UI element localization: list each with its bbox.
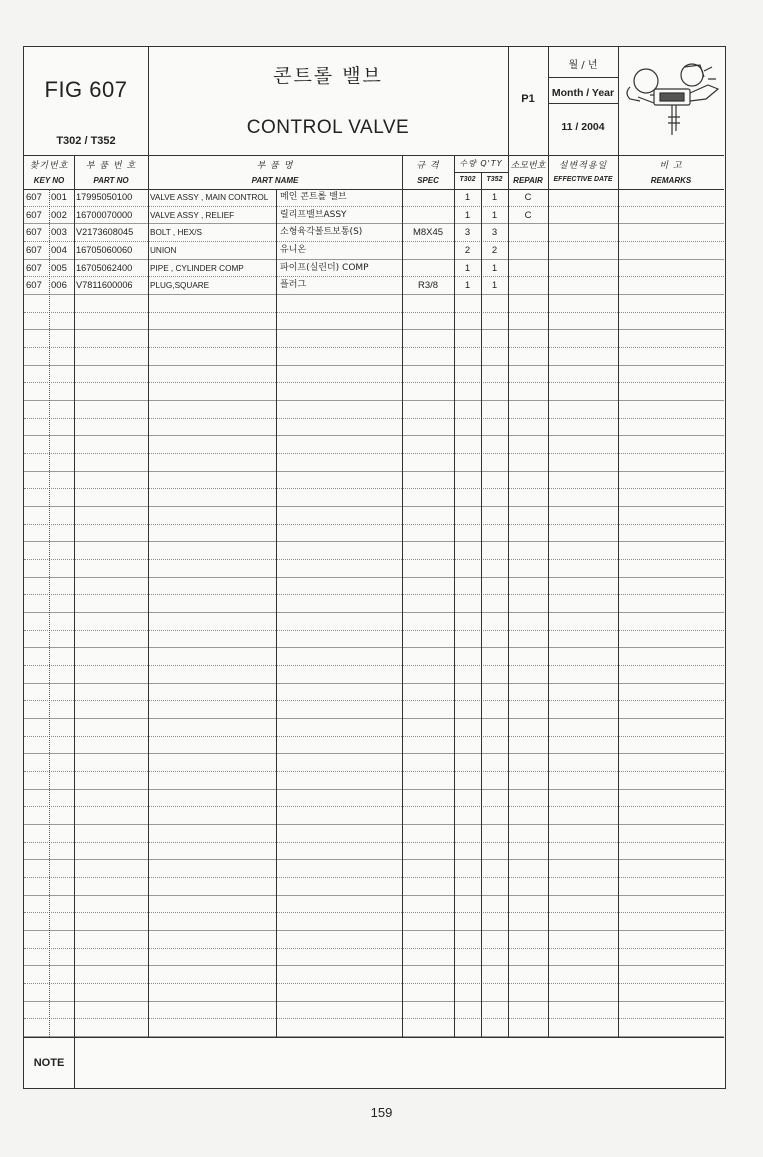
empty-row — [24, 843, 724, 861]
empty-row — [24, 419, 724, 437]
part-name-en: BOLT , HEX/S — [150, 228, 203, 238]
month-year-label-en: Month / Year — [551, 87, 615, 99]
empty-row — [24, 931, 724, 949]
empty-row — [24, 666, 724, 684]
empty-row — [24, 684, 724, 702]
empty-row — [24, 825, 724, 843]
qty-t302: 1 — [464, 192, 471, 203]
col-effective-date — [548, 155, 618, 189]
key-no: 607 — [26, 262, 42, 274]
part-name-ko: 메인 콘트롤 밸브 — [280, 192, 347, 202]
empty-row — [24, 913, 724, 931]
col-part-ko: 부 품 번 호 — [85, 161, 137, 171]
empty-row — [24, 525, 724, 543]
col-repair — [508, 155, 548, 189]
part-name-ko: 유니온 — [280, 245, 307, 255]
key-sub: 001 — [51, 192, 67, 203]
empty-row — [24, 719, 724, 737]
spec — [402, 207, 454, 224]
col-qty-label — [454, 155, 508, 169]
note-section — [24, 1037, 724, 1088]
spec — [402, 260, 454, 277]
part-name-en: VALVE ASSY , RELIEF — [150, 210, 235, 220]
column-rule — [481, 172, 482, 1037]
column-rule — [508, 155, 509, 1037]
header-divider — [548, 103, 618, 104]
empty-row — [24, 472, 724, 490]
empty-row — [24, 1019, 724, 1037]
col-key-en: KEY NO — [33, 176, 65, 185]
part-no: 16705062400 — [76, 262, 133, 273]
col-key-ko: 찾기번호 — [29, 161, 69, 171]
title-english: CONTROL VALVE — [246, 117, 410, 138]
empty-row — [24, 737, 724, 755]
column-rule — [276, 189, 277, 1037]
table-row — [24, 242, 724, 260]
col-qty-ko: 수량 — [459, 159, 477, 168]
empty-row — [24, 454, 724, 472]
table-row — [24, 224, 724, 242]
repair-code: C — [524, 192, 532, 203]
col-name-en: PART NAME — [251, 176, 299, 185]
key-sub: 005 — [51, 262, 67, 274]
qty-t302: 1 — [464, 209, 471, 221]
col-key — [24, 155, 74, 189]
part-name-ko: 플러그 — [280, 280, 307, 291]
empty-row — [24, 790, 724, 808]
table-row — [24, 277, 724, 295]
repair-code — [508, 242, 548, 259]
col-remarks-en: REMARKS — [650, 176, 692, 185]
empty-row — [24, 754, 724, 772]
column-rule — [618, 155, 619, 1037]
empty-row — [24, 631, 724, 649]
table-row — [24, 189, 724, 207]
spec — [402, 189, 454, 206]
repair-code: C — [524, 209, 532, 221]
col-spec — [402, 155, 454, 189]
qty-t352: 2 — [491, 245, 498, 256]
column-rule — [148, 155, 149, 1037]
title-korean: 콘트롤 밸브 — [273, 65, 383, 87]
key-no: 607 — [26, 227, 42, 239]
empty-row — [24, 436, 724, 454]
part-name-en: PLUG,SQUARE — [150, 281, 210, 291]
empty-row — [24, 507, 724, 525]
col-qty-t302 — [454, 172, 481, 189]
part-no: 16705060060 — [76, 245, 133, 255]
empty-row — [24, 348, 724, 366]
part-no: 16700070000 — [76, 209, 133, 220]
empty-row — [24, 807, 724, 825]
col-repair-ko: 소모번호 — [510, 161, 546, 171]
page-code: P1 — [521, 93, 535, 105]
header-divider — [548, 77, 618, 78]
part-name-ko: 소형육각볼트보통(S) — [280, 227, 363, 238]
qty-t352: 1 — [491, 209, 498, 221]
empty-row — [24, 648, 724, 666]
column-rule — [454, 155, 455, 1037]
col-spec-en: SPEC — [417, 176, 439, 185]
model-numbers: T302 / T352 — [56, 135, 116, 147]
col-eff-ko: 설변적용일 — [558, 161, 608, 171]
col-qty-m2: T352 — [486, 176, 503, 183]
repair-code — [508, 224, 548, 241]
spec: R3/8 — [417, 280, 439, 292]
spec: M8X45 — [412, 227, 444, 239]
month-year-label-ko: 월 / 년 — [568, 60, 598, 71]
empty-row — [24, 489, 724, 507]
empty-row — [24, 542, 724, 560]
page-number: 159 — [370, 1105, 393, 1120]
part-name-en: VALVE ASSY , MAIN CONTROL — [150, 193, 269, 202]
qty-t302: 3 — [464, 227, 471, 239]
empty-row — [24, 878, 724, 896]
col-spec-ko: 규 격 — [416, 161, 440, 171]
col-name-ko: 부 품 명 — [256, 161, 294, 171]
empty-row — [24, 383, 724, 401]
col-qty-m1: T302 — [459, 176, 476, 183]
repair-code — [508, 277, 548, 294]
col-qty-en: Q'TY — [480, 159, 503, 168]
table-row — [24, 207, 724, 225]
col-part-no — [74, 155, 148, 189]
empty-row — [24, 949, 724, 967]
empty-row — [24, 330, 724, 348]
part-no: 17995050100 — [76, 192, 133, 202]
col-part-name — [148, 155, 402, 189]
repair-code — [508, 260, 548, 277]
empty-row — [24, 560, 724, 578]
key-no: 607 — [26, 245, 42, 256]
table-row — [24, 260, 724, 278]
key-no: 607 — [26, 280, 42, 292]
column-rule — [49, 189, 50, 1037]
empty-row — [24, 401, 724, 419]
qty-t302: 2 — [464, 245, 471, 256]
spec — [402, 242, 454, 259]
qty-t352: 1 — [491, 262, 498, 274]
empty-row — [24, 860, 724, 878]
month-year-value: 11 / 2004 — [561, 121, 605, 133]
qty-t352: 3 — [491, 227, 498, 239]
column-rule — [548, 155, 549, 1037]
col-repair-en: REPAIR — [513, 176, 543, 185]
col-remarks-ko: 비 고 — [659, 161, 683, 171]
part-no: V2173608045 — [76, 227, 134, 238]
col-remarks — [618, 155, 724, 189]
key-sub: 002 — [51, 209, 67, 221]
column-headers — [24, 155, 724, 190]
key-sub: 003 — [51, 227, 67, 239]
part-name-en: PIPE , CYLINDER COMP — [150, 263, 244, 273]
note-label: NOTE — [24, 1038, 75, 1088]
parts-table — [24, 189, 724, 1037]
part-no: V7811600006 — [76, 280, 133, 291]
empty-row — [24, 313, 724, 331]
empty-row — [24, 1002, 724, 1020]
figure-number: FIG 607 — [44, 77, 128, 102]
qty-t302: 1 — [464, 262, 471, 274]
empty-row — [24, 896, 724, 914]
key-sub: 006 — [51, 280, 67, 292]
key-sub: 004 — [51, 245, 67, 256]
empty-row — [24, 701, 724, 719]
sheet-header — [24, 47, 724, 156]
part-name-en: UNION — [150, 246, 177, 255]
empty-row — [24, 966, 724, 984]
empty-row — [24, 984, 724, 1002]
column-rule — [402, 155, 403, 1037]
empty-row — [24, 613, 724, 631]
empty-row — [24, 595, 724, 613]
parts-list-sheet — [23, 46, 726, 1089]
empty-row — [24, 578, 724, 596]
key-no: 607 — [26, 192, 42, 203]
column-rule — [74, 155, 75, 1037]
header-divider — [618, 47, 619, 155]
qty-t302: 1 — [464, 280, 471, 292]
col-qty-t352 — [481, 172, 508, 189]
col-part-en: PART NO — [93, 176, 129, 185]
part-name-ko: 파이프(실린더) COMP — [280, 262, 369, 273]
part-name-ko: 릴리프밸브ASSY — [280, 209, 347, 220]
empty-row — [24, 772, 724, 790]
key-no: 607 — [26, 209, 42, 221]
empty-row — [24, 295, 724, 313]
empty-row — [24, 366, 724, 384]
qty-t352: 1 — [491, 192, 498, 203]
control-valve-illustration — [620, 49, 724, 153]
qty-t352: 1 — [491, 280, 498, 292]
col-eff-en: EFFECTIVE DATE — [553, 176, 613, 183]
